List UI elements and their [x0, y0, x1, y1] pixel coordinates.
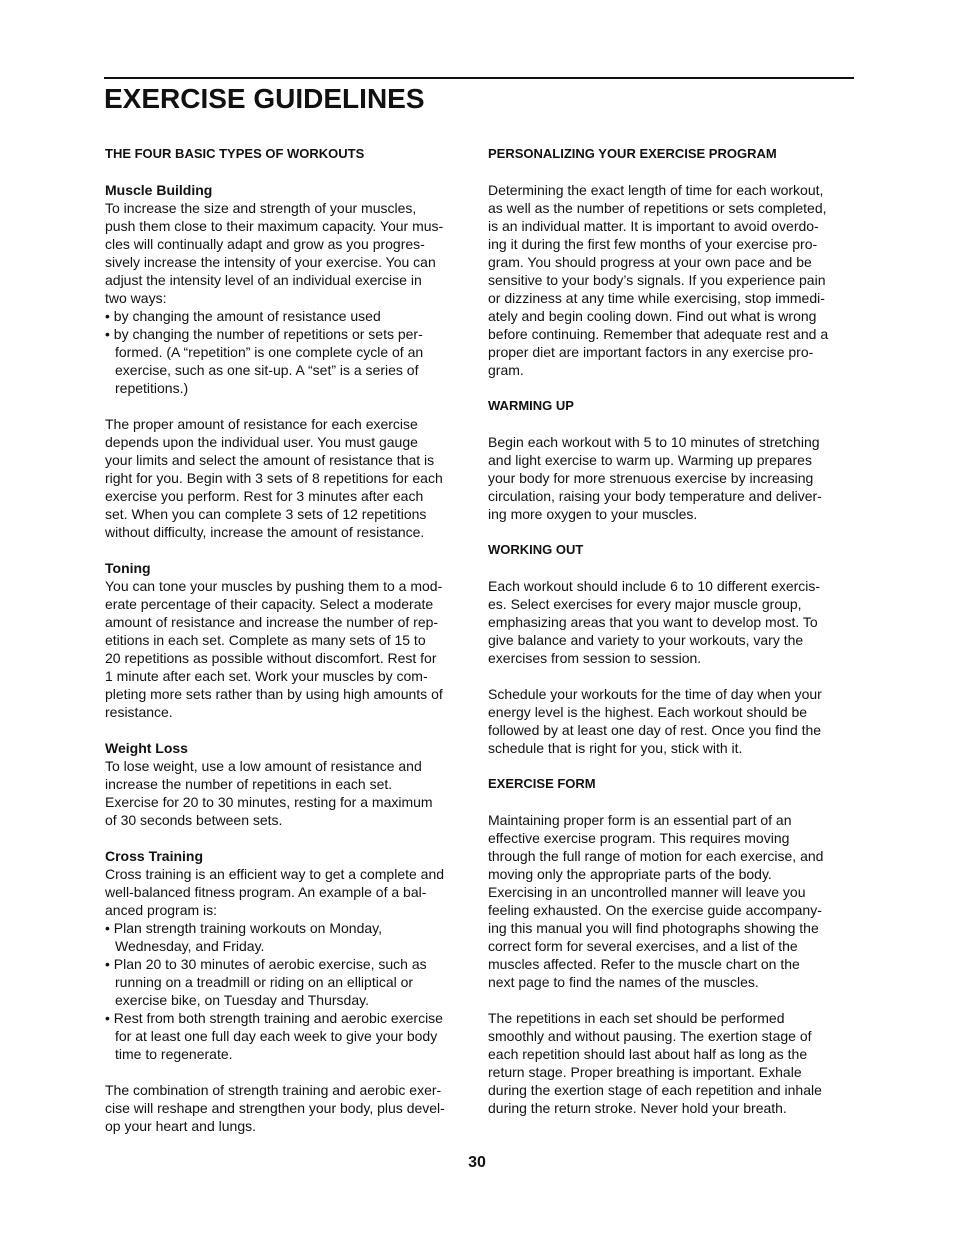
text-line: You can tone your muscles by pushing them to a mod- — [105, 578, 443, 594]
text-line: schedule that is right for you, stick with it. — [488, 740, 743, 756]
resistance-paragraph — [105, 415, 480, 541]
text-line: erate percentage of their capacity. Select a moderate — [105, 596, 434, 612]
text-line: ately and begin cooling down. Find out what is wrong — [488, 308, 817, 324]
text-line: and light exercise to warm up. Warming up prepares — [488, 452, 812, 468]
text-line: emphasizing areas that you want to develop most. To — [488, 614, 818, 630]
warming-up-paragraph — [488, 433, 863, 523]
text-line: exercise bike, on Tuesday and Thursday. — [115, 992, 369, 1008]
section-heading-exercise-form: EXERCISE FORM — [488, 776, 596, 791]
text-line: set. When you can complete 3 sets of 12 repetitions — [105, 506, 427, 522]
text-line: Exercising in an uncontrolled manner will leave you — [488, 884, 806, 900]
bullet-item — [105, 919, 480, 955]
text-line: Schedule your workouts for the time of day when your — [488, 686, 822, 702]
text-line: circulation, raising your body temperature and deliver- — [488, 488, 822, 504]
text-line: gram. — [488, 362, 524, 378]
text-line: pleting more sets rather than by using high amounts of — [105, 686, 443, 702]
section-heading-personalizing: PERSONALIZING YOUR EXERCISE PROGRAM — [488, 146, 777, 161]
text-line: through the full range of motion for each exercise, and — [488, 848, 824, 864]
text-line: op your heart and lungs. — [105, 1118, 256, 1134]
bullet-item — [105, 325, 480, 397]
text-line: two ways: — [105, 290, 167, 306]
subheading-muscle-building: Muscle Building — [105, 182, 213, 198]
text-line: anced program is: — [105, 902, 218, 918]
working-out-paragraph-2 — [488, 685, 863, 757]
text-line: ing this manual you will find photographs showing the — [488, 920, 819, 936]
text-line: time to regenerate. — [115, 1046, 233, 1062]
text-line: well-balanced fitness program. An example of a bal- — [105, 884, 427, 900]
text-line: cles will continually adapt and grow as you progres- — [105, 236, 425, 252]
text-line: smoothly and without pausing. The exertion stage of — [488, 1028, 812, 1044]
text-line: moving only the appropriate parts of the body. — [488, 866, 772, 882]
personalizing-paragraph — [488, 181, 863, 379]
text-line: The proper amount of resistance for each exercise — [105, 416, 418, 432]
bullet-item — [105, 955, 480, 1009]
text-line: during the exertion stage of each repetition and inhale — [488, 1082, 822, 1098]
cross-training-paragraph — [105, 865, 480, 919]
text-line: during the return stroke. Never hold your breath. — [488, 1100, 787, 1116]
text-line: depends upon the individual user. You must gauge — [105, 434, 418, 450]
page-title: EXERCISE GUIDELINES — [104, 83, 425, 114]
text-line: Maintaining proper form is an essential part of an — [488, 812, 792, 828]
text-line: Begin each workout with 5 to 10 minutes of stretching — [488, 434, 820, 450]
text-line: before continuing. Remember that adequate rest and a — [488, 326, 829, 342]
subheading-weight-loss: Weight Loss — [105, 740, 188, 756]
text-line: Each workout should include 6 to 10 different exercis- — [488, 578, 821, 594]
weight-loss-paragraph — [105, 757, 480, 829]
text-line: your body for more strenuous exercise by increasing — [488, 470, 814, 486]
text-line: feeling exhausted. On the exercise guide accompany- — [488, 902, 822, 918]
text-line: ing more oxygen to your muscles. — [488, 506, 698, 522]
text-line: energy level is the highest. Each workout should be — [488, 704, 808, 720]
text-line: formed. (A “repetition” is one complete cycle of an — [115, 344, 424, 360]
text-line: 1 minute after each set. Work your muscles by com- — [105, 668, 428, 684]
text-line: The repetitions in each set should be performed — [488, 1010, 785, 1026]
text-line: The combination of strength training and aerobic exer- — [105, 1082, 442, 1098]
text-line: cise will reshape and strengthen your body, plus devel- — [105, 1100, 445, 1116]
text-line: running on a treadmill or riding on an elliptical or — [115, 974, 414, 990]
text-line: right for you. Begin with 3 sets of 8 repetitions for each — [105, 470, 443, 486]
text-line: To lose weight, use a low amount of resistance and — [105, 758, 422, 774]
page-number: 30 — [468, 1154, 486, 1171]
muscle-building-paragraph — [105, 199, 480, 307]
text-line: 20 repetitions as possible without discomfort. Rest for — [105, 650, 437, 666]
working-out-paragraph-1 — [488, 577, 863, 667]
text-line: for at least one full day each week to give your body — [115, 1028, 438, 1044]
text-line: as well as the number of repetitions or sets completed, — [488, 200, 827, 216]
text-line: push them close to their maximum capacity. Your mus- — [105, 218, 444, 234]
title-rule — [104, 77, 854, 79]
text-line: next page to find the names of the muscles. — [488, 974, 759, 990]
text-line: return stage. Proper breathing is important. Exhale — [488, 1064, 802, 1080]
text-line: sively increase the intensity of your exercise. You can — [105, 254, 436, 270]
text-line: exercise you perform. Rest for 3 minutes after each — [105, 488, 424, 504]
text-line: without difficulty, increase the amount of resistance. — [105, 524, 425, 540]
text-line: give balance and variety to your workouts, vary the — [488, 632, 804, 648]
text-line: • Plan strength training workouts on Monday, — [105, 920, 383, 936]
text-line: increase the number of repetitions in each set. — [105, 776, 393, 792]
text-line: muscles affected. Refer to the muscle chart on the — [488, 956, 800, 972]
text-line: To increase the size and strength of your muscles, — [105, 200, 417, 216]
text-line: • Rest from both strength training and aerobic exercise — [105, 1010, 443, 1026]
text-line: Wednesday, and Friday. — [115, 938, 265, 954]
bullet-item: • by changing the amount of resistance used — [105, 308, 381, 324]
text-line: Cross training is an efficient way to get a complete and — [105, 866, 445, 882]
text-line: exercise, such as one sit-up. A “set” is a series of — [115, 362, 419, 378]
text-line: adjust the intensity level of an individual exercise in — [105, 272, 422, 288]
text-line: or dizziness at any time while exercising, stop immedi- — [488, 290, 825, 306]
right-column — [488, 145, 863, 1117]
section-heading-working-out: WORKING OUT — [488, 542, 584, 557]
cross-training-closing-paragraph — [105, 1081, 480, 1135]
text-line: sensitive to your body’s signals. If you experience pain — [488, 272, 826, 288]
text-line: correct form for several exercises, and a list of the — [488, 938, 798, 954]
text-line: es. Select exercises for every major muscle group, — [488, 596, 802, 612]
text-line: followed by at least one day of rest. Once you find the — [488, 722, 822, 738]
text-line: is an individual matter. It is important to avoid overdo- — [488, 218, 819, 234]
text-line: ing it during the first few months of your exercise pro- — [488, 236, 818, 252]
text-line: • by changing the number of repetitions or sets per- — [105, 326, 423, 342]
subheading-cross-training: Cross Training — [105, 848, 204, 864]
text-line: effective exercise program. This requires moving — [488, 830, 790, 846]
text-line: each repetition should last about half as long as the — [488, 1046, 808, 1062]
text-line: • Plan 20 to 30 minutes of aerobic exercise, such as — [105, 956, 427, 972]
left-column — [105, 145, 480, 1135]
text-line: Exercise for 20 to 30 minutes, resting for a maximum — [105, 794, 433, 810]
text-line: of 30 seconds between sets. — [105, 812, 283, 828]
text-line: Determining the exact length of time for each workout, — [488, 182, 824, 198]
text-line: repetitions.) — [115, 380, 189, 396]
text-line: etitions in each set. Complete as many sets of 15 to — [105, 632, 426, 648]
text-line: gram. You should progress at your own pace and be — [488, 254, 812, 270]
text-line: proper diet are important factors in any exercise pro- — [488, 344, 814, 360]
text-line: exercises from session to session. — [488, 650, 702, 666]
text-line: resistance. — [105, 704, 173, 720]
text-line: amount of resistance and increase the number of rep- — [105, 614, 439, 630]
toning-paragraph — [105, 577, 480, 721]
exercise-form-paragraph-2 — [488, 1009, 863, 1117]
text-line: your limits and select the amount of resistance that is — [105, 452, 435, 468]
section-heading-warming-up: WARMING UP — [488, 398, 574, 413]
section-heading-four-basic-types: THE FOUR BASIC TYPES OF WORKOUTS — [105, 146, 365, 161]
subheading-toning: Toning — [105, 560, 151, 576]
bullet-item — [105, 1009, 480, 1063]
exercise-form-paragraph-1 — [488, 811, 863, 991]
